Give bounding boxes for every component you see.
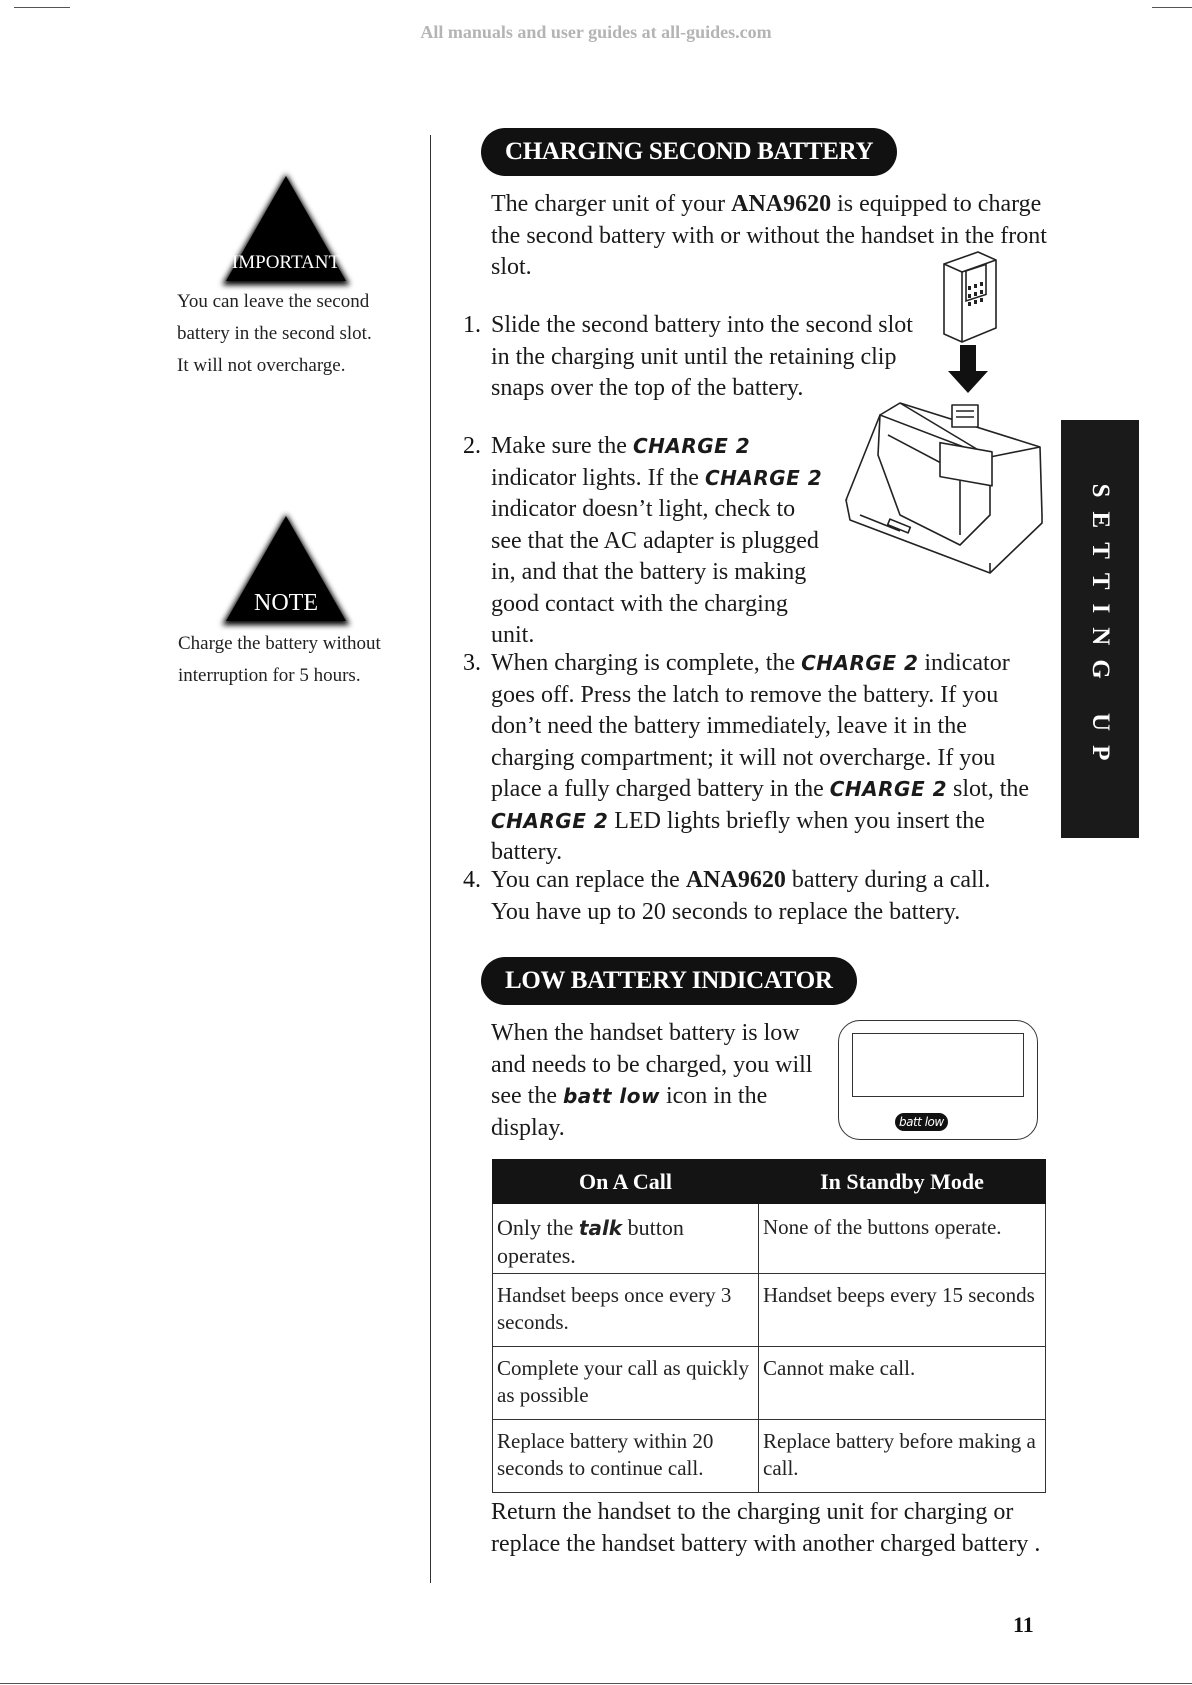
charge2-indicator-label: CHARGE 2 [491,808,609,833]
table-cell: None of the buttons operate. [759,1204,1046,1274]
handset-display-illustration [838,1020,1038,1140]
model-name: ANA9620 [685,867,786,893]
charger-illustration [840,395,1045,575]
important-text: You can leave the second battery in the second slot. It will not overcharge. [177,291,372,376]
charging-heading: CHARGING SECOND BATTERY [481,128,897,176]
column-divider [430,135,431,1583]
crop-mark-top-left [14,7,70,8]
table-cell: Cannot make call. [759,1347,1046,1420]
section-tab-label: SETTING UP [1087,483,1114,775]
low-battery-intro-part: icon in the display. [491,1083,768,1141]
table-cell: Handset beeps every 15 seconds [759,1274,1046,1347]
batt-low-icon: batt low [895,1113,948,1131]
charge2-indicator-label: CHARGE 2 [829,777,948,801]
important-label: IMPORTANT [231,252,341,273]
step-4-part: battery during a call. You have up to 20 seconds to replace the battery. [491,867,991,925]
battery-illustration [938,250,1000,346]
charge2-indicator-label: CHARGE 2 [704,465,823,490]
step-4-part: You can replace the [491,867,686,893]
table-row [493,1274,1046,1347]
step-2-number: 2. [463,433,481,459]
table-row [493,1420,1046,1493]
step-3-part: When charging is complete, the [491,650,802,676]
step-4-text [491,865,1031,928]
step-2-text [491,431,831,652]
low-battery-intro-part: When the handset battery is low and needs to be charged, you will see the [491,1020,813,1109]
step-2-part: indicator lights. If the [491,464,705,491]
charge2-indicator-label: CHARGE 2 [801,651,919,675]
step-3-part: LED lights briefly when you insert the battery. [491,807,985,865]
intro-text: The charger unit of your [491,191,732,217]
crop-mark-bottom [0,1683,1192,1684]
table-cell [493,1204,759,1274]
table-header-standby: In Standby Mode [759,1160,1046,1204]
step-3-text [491,648,1039,869]
note-label: NOTE [254,590,318,616]
watermark: All manuals and user guides at all-guides.com [420,22,772,42]
step-3-part: indicator goes off. Press the latch to remove the battery. If you don’t need the battery immediately, leave it in the charging compartment; it will not overcharge. If you place a fully charged battery in the [491,650,1010,802]
low-battery-table [492,1159,1046,1493]
table-cell: Complete your call as quickly as possible [493,1347,759,1420]
step-2-part: Make sure the [491,433,633,459]
step-1-number: 1. [463,312,481,338]
down-arrow-icon [946,345,990,395]
page-number: 11 [1013,1612,1034,1637]
talk-button-label: talk [578,1216,623,1240]
cell-text: button operates. [497,1215,684,1268]
display-screen [852,1033,1024,1097]
intro-text-cont: is equipped to charge the second battery with or without the handset in the front slot. [491,191,1047,280]
step-2-part: indicator doesn’t light, check to see that the AC adapter is plugged in, and that the battery is making good contact with the charging unit. [491,496,819,648]
step-4-number: 4. [463,867,481,893]
table-header-row [493,1160,1046,1204]
step-3-number: 3. [463,650,481,676]
step-1-text: Slide the second battery into the second slot in the charging unit until the retaining clip snaps over the top of the battery. [491,312,913,401]
cell-text: Only the [497,1215,579,1240]
step-3-part: slot, the [947,776,1030,802]
important-warning-icon [216,168,356,293]
table-row [493,1204,1046,1274]
table-cell: Handset beeps once every 3 seconds. [493,1274,759,1347]
table-row [493,1347,1046,1420]
crop-mark-top-right [1152,7,1192,8]
low-battery-intro [491,1018,821,1144]
table-cell: Replace battery within 20 seconds to continue call. [493,1420,759,1493]
table-cell: Replace battery before making a call. [759,1420,1046,1493]
section-tab [1061,420,1139,838]
model-name: ANA9620 [731,191,832,217]
table-header-on-call: On A Call [493,1160,759,1204]
low-battery-footer: Return the handset to the charging unit for charging or replace the handset battery with another charged battery . [491,1499,1041,1557]
charge2-indicator-label: CHARGE 2 [632,434,751,458]
batt-low-label: batt low [562,1084,660,1108]
note-text: Charge the battery without interruption for 5 hours. [178,633,381,686]
low-battery-heading: LOW BATTERY INDICATOR [481,957,857,1005]
